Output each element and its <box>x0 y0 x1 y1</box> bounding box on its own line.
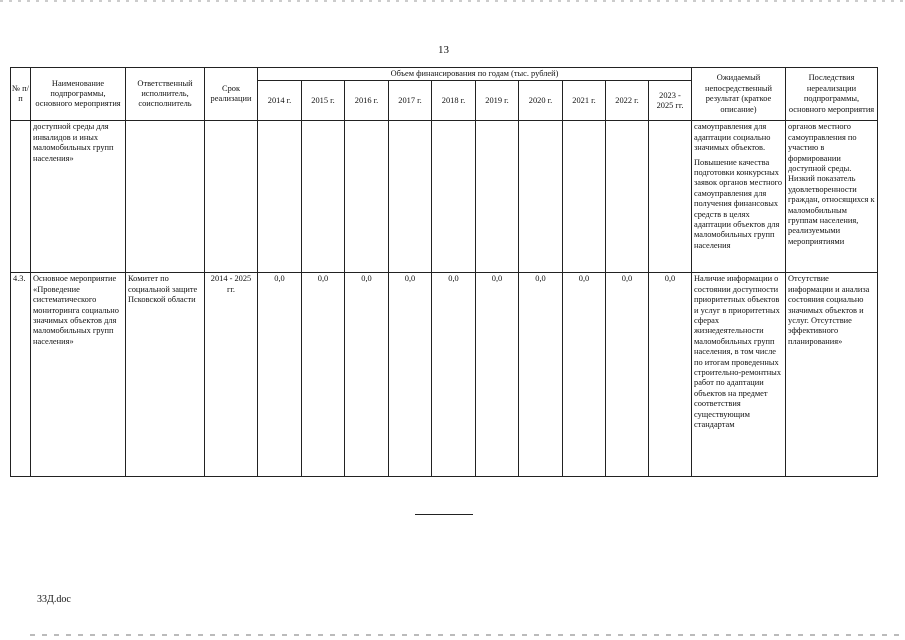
header-year: 2021 г. <box>563 81 606 121</box>
table-row <box>11 273 878 477</box>
row-value: 0,0 <box>345 273 389 477</box>
header-result: Ожидаемый непосредственный результат (краткое описание) <box>692 68 786 121</box>
row-name: Основное мероприятие «Проведение систематического мониторинга социально значимых объектов для маломобильных групп населения» <box>31 273 126 477</box>
header-year: 2020 г. <box>519 81 563 121</box>
funding-table <box>10 67 878 477</box>
header-year: 2022 г. <box>606 81 649 121</box>
row-value: 0,0 <box>519 273 563 477</box>
row-value: 0,0 <box>476 273 519 477</box>
header-num: № п/п <box>11 68 31 121</box>
row-name: доступной среды для инвалидов и иных маломобильных групп населения» <box>31 121 126 273</box>
row-executor: Комитет по социальной защите Псковской области <box>126 273 205 477</box>
row-value: 0,0 <box>389 273 432 477</box>
row-value: 0,0 <box>606 273 649 477</box>
header-name: Наименование подпрограммы, основного мероприятия <box>31 68 126 121</box>
header-consequences: Последствия нереализации подпрограммы, основного мероприятия <box>786 68 878 121</box>
row-result <box>692 121 786 273</box>
row-num: 4.3. <box>11 273 31 477</box>
row-result-part: Повышение качества подготовки конкурсных заявок органов местного самоуправления для получения финансовых средств в целях адаптации объектов для маломобильных групп населения <box>694 157 783 250</box>
table-row <box>11 121 878 273</box>
row-consequences: Отсутствие информации и анализа состояния социально значимых объектов и услуг. Отсутствие эффективного планирования» <box>786 273 878 477</box>
row-value: 0,0 <box>649 273 692 477</box>
footer-filename: 33Д.doc <box>37 594 71 605</box>
row-result: Наличие информации о состоянии доступности приоритетных объектов и услуг в приоритетных сферах жизнедеятельности маломобильных групп населения, в том числе по итогам проведенных строительно-ремонтных работ по адаптации объектов на предмет соответствия существующим стандартам <box>692 273 786 477</box>
header-funding: Объем финансирования по годам (тыс. рублей) <box>258 68 692 81</box>
header-year: 2017 г. <box>389 81 432 121</box>
row-value: 0,0 <box>302 273 345 477</box>
header-executor: Ответственный исполнитель, соисполнитель <box>126 68 205 121</box>
row-value: 0,0 <box>432 273 476 477</box>
row-term: 2014 - 2025 гг. <box>205 273 258 477</box>
header-year: 2014 г. <box>258 81 302 121</box>
header-year: 2019 г. <box>476 81 519 121</box>
row-value: 0,0 <box>563 273 606 477</box>
scan-edge-top <box>0 0 905 2</box>
header-year: 2018 г. <box>432 81 476 121</box>
end-divider <box>415 514 473 515</box>
row-value: 0,0 <box>258 273 302 477</box>
header-year: 2016 г. <box>345 81 389 121</box>
page-number: 13 <box>438 44 449 56</box>
header-year: 2015 г. <box>302 81 345 121</box>
row-result-part: самоуправления для адаптации социально значимых объектов. <box>694 122 771 153</box>
header-year: 2023 - 2025 гг. <box>649 81 692 121</box>
row-consequences: органов местного самоуправления по участию в формировании доступной среды. Низкий показатель удовлетворенности граждан, относящихся к маломобильным группам населения, реализуемыми мероприятиями <box>786 121 878 273</box>
header-term: Срок реализации <box>205 68 258 121</box>
scan-edge-bottom <box>30 634 900 636</box>
